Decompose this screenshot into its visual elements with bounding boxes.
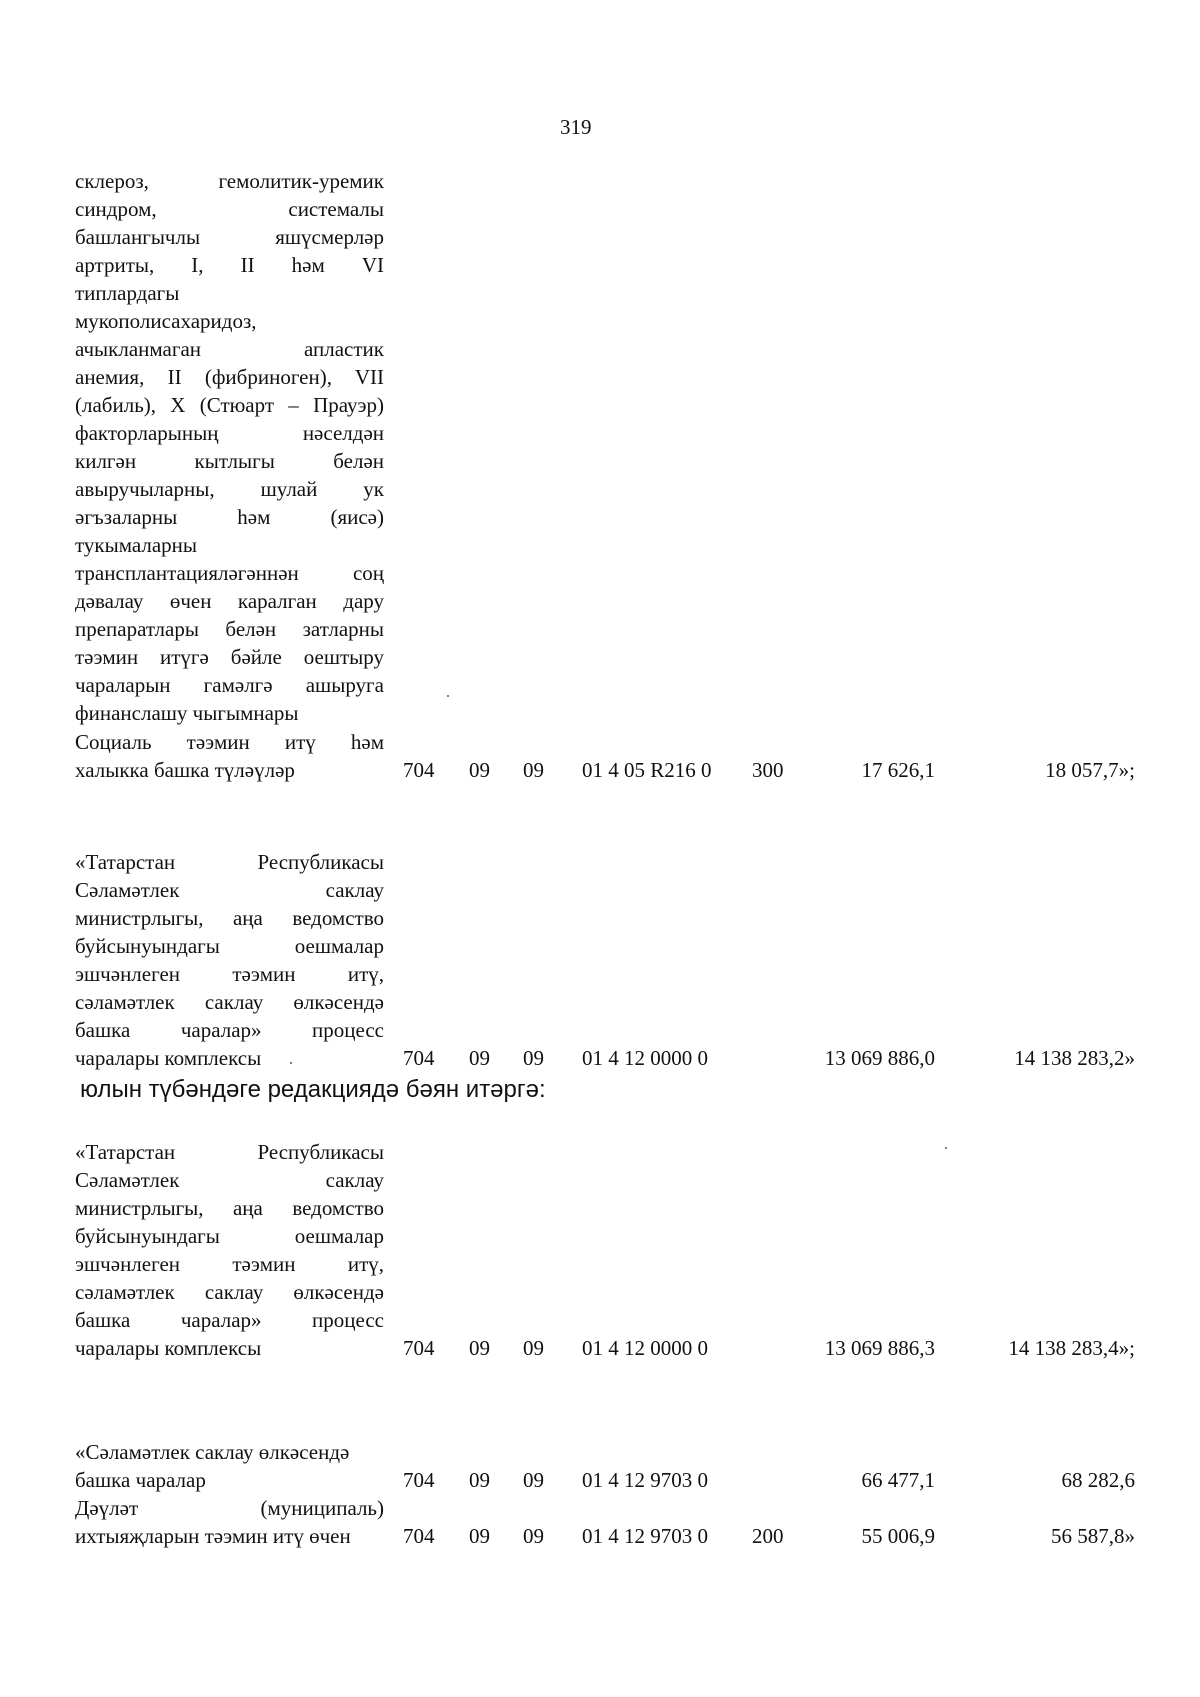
- desc-line: авыручыларны, шулай ук: [75, 477, 384, 501]
- desc-line: килгән кытлыгы белән: [75, 449, 384, 473]
- desc-line: анемия, II (фибриноген), VII: [75, 365, 384, 389]
- row-description: [75, 1138, 384, 1362]
- scan-speck: [447, 695, 449, 697]
- page-number: 319: [560, 115, 592, 139]
- desc-line: башка чаралар» процесс: [75, 1018, 384, 1042]
- desc-line: склероз, гемолитик-уремик: [75, 169, 384, 193]
- subsection-code: 09: [523, 1468, 544, 1492]
- ministry-code: 704: [403, 1468, 435, 1492]
- desc-line: (лабиль), X (Стюарт – Прауэр): [75, 393, 384, 417]
- desc-line: «Татарстан Республикасы: [75, 1140, 384, 1164]
- ministry-code: 704: [403, 758, 435, 782]
- desc-line: тукымаларны: [75, 533, 198, 557]
- target-article-code: 01 4 05 R216 0: [582, 758, 712, 782]
- desc-line: әгъзаларны һәм (яисә): [75, 505, 384, 529]
- desc-line: башка чаралар» процесс: [75, 1308, 384, 1332]
- desc-line: чаралары комплексы: [75, 1336, 262, 1360]
- scan-speck: [945, 1147, 947, 1149]
- desc-line: буйсынуындагы оешмалар: [75, 934, 384, 958]
- amount-year-2: 14 138 283,2»: [1014, 1046, 1135, 1070]
- section-code: 09: [469, 758, 490, 782]
- ministry-code: 704: [403, 1524, 435, 1548]
- desc-line: Сәламәтлек саклау: [75, 878, 384, 902]
- amount-year-1: 66 477,1: [861, 1468, 935, 1492]
- subsection-code: 09: [523, 1046, 544, 1070]
- section-code: 09: [469, 1524, 490, 1548]
- desc-line: артриты, I, II һәм VI: [75, 253, 384, 277]
- desc-line: препаратлары белән затларны: [75, 617, 384, 641]
- expense-type-code: 300: [752, 758, 784, 782]
- desc-line: эшчәнлеген тәэмин итү,: [75, 1252, 384, 1276]
- row-values: [75, 756, 1135, 784]
- amount-year-2: 56 587,8»: [1051, 1524, 1135, 1548]
- amount-year-2: 14 138 283,4»;: [1008, 1336, 1135, 1360]
- desc-line: Сәламәтлек саклау: [75, 1168, 384, 1192]
- expense-type-code: 200: [752, 1524, 784, 1548]
- amount-year-1: 13 069 886,3: [824, 1336, 935, 1360]
- desc-line: тәэмин итүгә бәйле оештыру: [75, 645, 384, 669]
- amount-year-2: 68 282,6: [1061, 1468, 1135, 1492]
- subsection-code: 09: [523, 758, 544, 782]
- row-values: [75, 1522, 1135, 1550]
- amount-year-1: 17 626,1: [861, 758, 935, 782]
- desc-line: башка чаралар: [75, 1468, 206, 1492]
- desc-line: Социаль тәэмин итү һәм: [75, 730, 384, 754]
- scan-speck: [290, 1062, 292, 1064]
- ministry-code: 704: [403, 1046, 435, 1070]
- desc-line: сәламәтлек саклау өлкәсендә: [75, 1280, 384, 1304]
- desc-line: «Сәламәтлек саклау өлкәсендә: [75, 1440, 350, 1464]
- desc-line: ачыкланмаган апластик: [75, 337, 384, 361]
- section-code: 09: [469, 1046, 490, 1070]
- desc-line: трансплантацияләгәннән соң: [75, 561, 384, 585]
- desc-line: Дәүләт (муниципаль): [75, 1496, 384, 1520]
- desc-line: ихтыяҗларын тәэмин итү өчен: [75, 1524, 351, 1548]
- desc-line: финанслашу чыгымнары: [75, 701, 299, 725]
- desc-line: «Татарстан Республикасы: [75, 850, 384, 874]
- target-article-code: 01 4 12 9703 0: [582, 1468, 708, 1492]
- desc-line: сәламәтлек саклау өлкәсендә: [75, 990, 384, 1014]
- amount-year-2: 18 057,7»;: [1045, 758, 1135, 782]
- target-article-code: 01 4 12 0000 0: [582, 1046, 708, 1070]
- subsection-code: 09: [523, 1524, 544, 1548]
- desc-line: чаралары комплексы: [75, 1046, 262, 1070]
- ministry-code: 704: [403, 1336, 435, 1360]
- desc-line: мукополисахаридоз,: [75, 309, 257, 333]
- desc-line: буйсынуындагы оешмалар: [75, 1224, 384, 1248]
- section-code: 09: [469, 1468, 490, 1492]
- instruction-text: юлын түбәндәге редакциядә бәян итәргә:: [80, 1076, 546, 1103]
- target-article-code: 01 4 12 9703 0: [582, 1524, 708, 1548]
- amount-year-1: 55 006,9: [861, 1524, 935, 1548]
- desc-line: эшчәнлеген тәэмин итү,: [75, 962, 384, 986]
- desc-line: министрлыгы, аңа ведомство: [75, 1196, 384, 1220]
- section-code: 09: [469, 1336, 490, 1360]
- desc-line: типлардагы: [75, 281, 180, 305]
- target-article-code: 01 4 12 0000 0: [582, 1336, 708, 1360]
- desc-line: министрлыгы, аңа ведомство: [75, 906, 384, 930]
- desc-line: башлангычлы яшүсмерләр: [75, 225, 384, 249]
- row-values: [75, 1044, 1135, 1072]
- row-description: [75, 848, 384, 1072]
- row-values: [75, 1466, 1135, 1494]
- amount-year-1: 13 069 886,0: [824, 1046, 935, 1070]
- desc-line: синдром, системалы: [75, 197, 384, 221]
- desc-line: чараларын гамәлгә ашыруга: [75, 673, 384, 697]
- row-values: [75, 1334, 1135, 1362]
- desc-line: факторларының нәселдән: [75, 421, 384, 445]
- row-description: [75, 167, 384, 727]
- desc-line: дәвалау өчен каралган дару: [75, 589, 384, 613]
- desc-line: халыкка башка түләүләр: [75, 758, 295, 782]
- subsection-code: 09: [523, 1336, 544, 1360]
